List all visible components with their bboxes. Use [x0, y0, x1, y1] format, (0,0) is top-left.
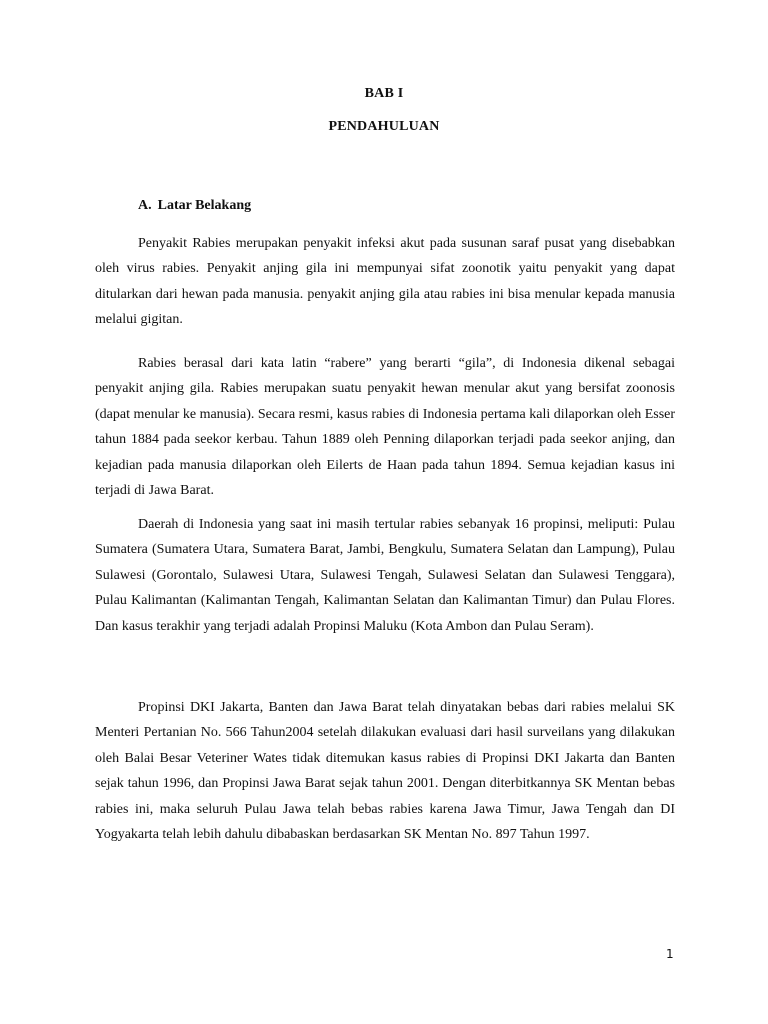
section-heading: [138, 198, 251, 214]
paragraph-3: Daerah di Indonesia yang saat ini masih tertular rabies sebanyak 16 propinsi, meliputi: Pulau Sumatera (Sumatera Utara, Sumatera Barat, Jambi, Bengkulu, Sumatera Selatan dan Lampung), Pulau Sulawesi (Gorontalo, Sulawesi Utara, Sulawesi Tengah, Sulawesi Selatan dan Sulawesi Tenggara), Pulau Kalimantan (Kalimantan Tengah, Kalimantan Selatan dan Kalimantan Timur) dan Pulau Flores. Dan kasus terakhir yang terjadi adalah Propinsi Maluku (Kota Ambon dan Pulau Seram).: [95, 517, 675, 634]
section-title: Latar Belakang: [157, 198, 252, 213]
paragraph-1: Penyakit Rabies merupakan penyakit infeksi akut pada susunan saraf pusat yang disebabkan oleh virus rabies. Penyakit anjing gila ini mempunyai sifat zoonotik yaitu penyakit yang dapat ditularkan dari hewan pada manusia. penyakit anjing gila atau rabies ini bisa menular kepada manusia melalui gigitan.: [95, 236, 675, 328]
page-number: 1: [666, 947, 674, 961]
paragraph-4: Propinsi DKI Jakarta, Banten dan Jawa Barat telah dinyatakan bebas dari rabies melalui SK Menteri Pertanian No. 566 Tahun2004 setelah dilakukan evaluasi dari hasil surveilans yang dilakukan oleh Balai Besar Veteriner Wates tidak ditemukan kasus rabies di Propinsi DKI Jakarta dan Banten sejak tahun 1996, dan Propinsi Jawa Barat sejak tahun 2001. Dengan diterbitkannya SK Mentan bebas rabies ini, maka seluruh Pulau Jawa telah bebas rabies karena Jawa Timur, Jawa Tengah dan DI Yogyakarta telah lebih dahulu dibabaskan berdasarkan SK Mentan No. 897 Tahun 1997.: [95, 700, 675, 843]
chapter-title: PENDAHULUAN: [328, 119, 440, 134]
section-marker: A.: [138, 198, 152, 213]
chapter-number: BAB I: [364, 86, 404, 101]
paragraph-2: Rabies berasal dari kata latin “rabere” yang berarti “gila”, di Indonesia dikenal sebagai penyakit anjing gila. Rabies merupakan suatu penyakit hewan menular akut yang bersifat zoonosis (dapat menular ke manusia). Secara resmi, kasus rabies di Indonesia pertama kali dilaporkan oleh Esser tahun 1884 pada seekor kerbau. Tahun 1889 oleh Penning dilaporkan terjadi pada seekor anjing, dan kejadian pada manusia dilaporkan oleh Eilerts de Haan pada tahun 1894. Semua kejadian kasus ini terjadi di Jawa Barat.: [95, 356, 676, 499]
